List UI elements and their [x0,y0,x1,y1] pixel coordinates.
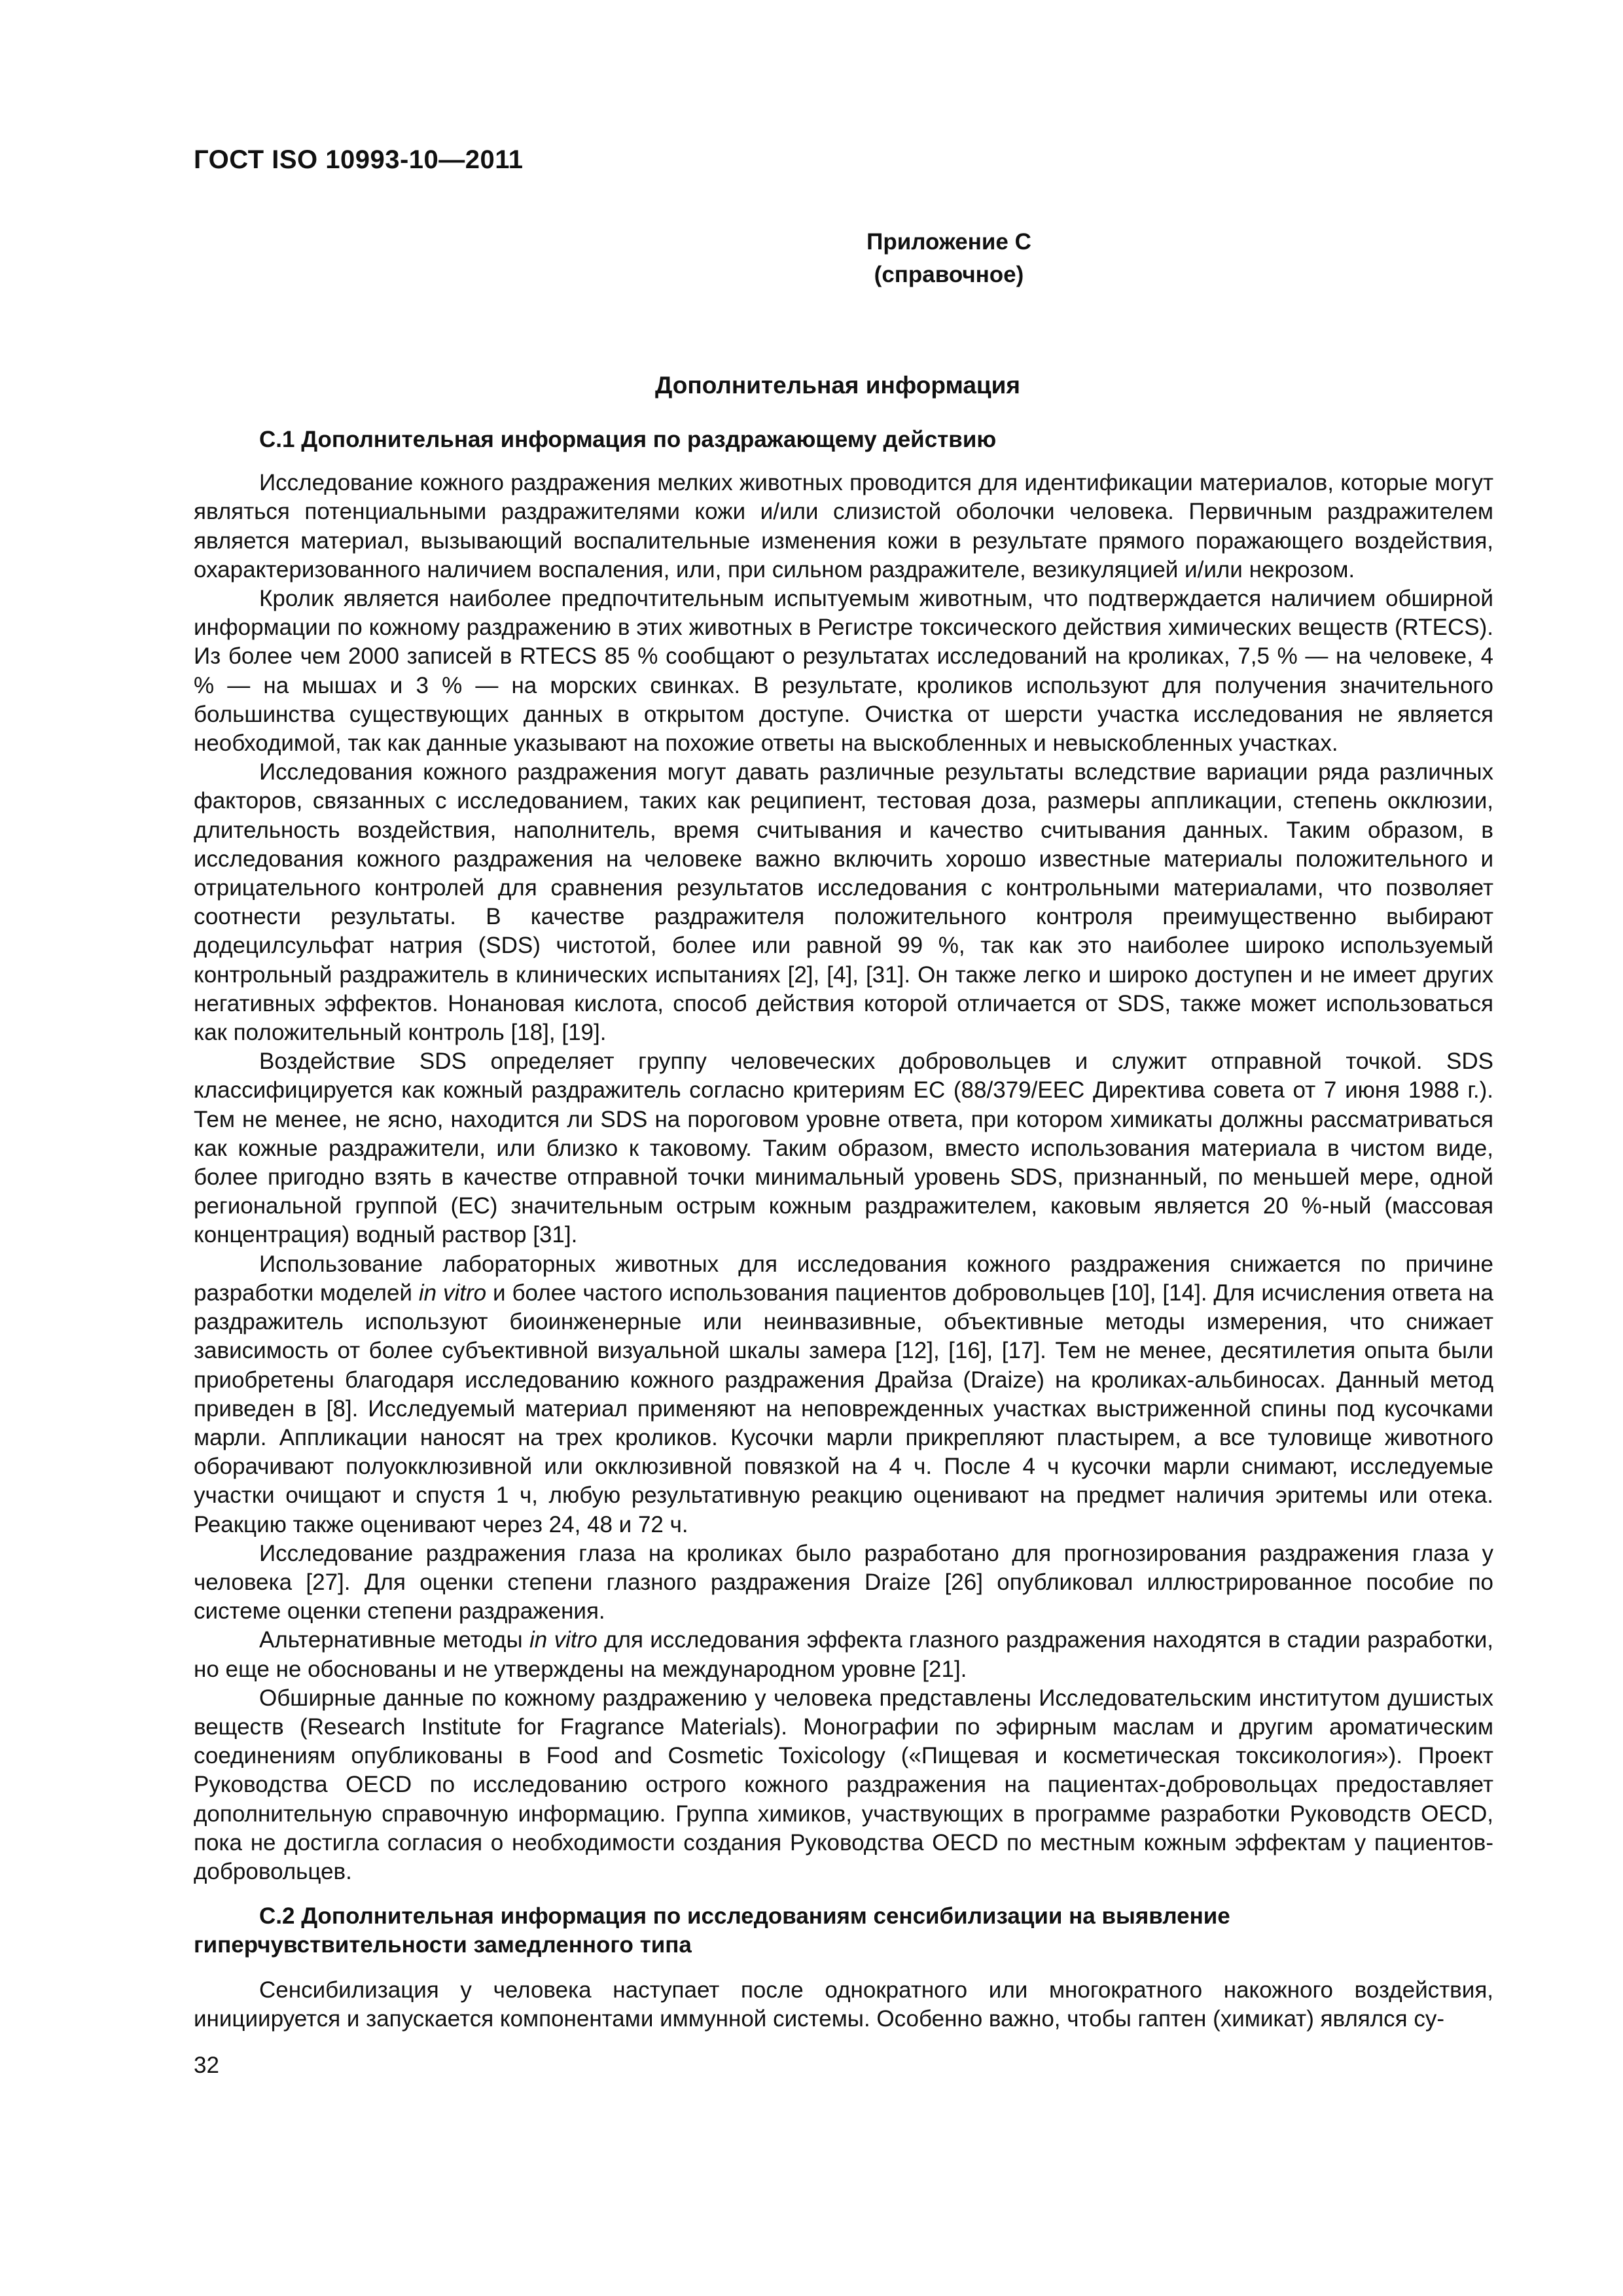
paragraph: Исследование раздражения глаза на кроликах было разработано для прогнозирования раздражения глаза у человека [27]. Для оценки степени глазного раздражения Draize [26] опубликовал иллюстрированное пособие по системе оценки степени раздражения. [194,1540,1493,1624]
section-heading-c1: С.1 Дополнительная информация по раздражающему действию [259,427,997,452]
paragraph: Исследование кожного раздражения мелких животных проводится для идентификации материалов, которые могут являться потенциальными раздражителями кожи и/или слизистой оболочки человека. Первичным раздражителем является материал, вызывающий воспалительные изменения кожи в результате прямого поражающего воздействия, охарактеризованного наличием воспаления, или, при сильном раздражителе, везикуляцией и/или некрозом. [194,470,1493,583]
document-body [194,425,1493,2034]
paragraph: Сенсибилизация у человека наступает после однократного или многократного накожного воздействия, инициируется и запускается компонентами иммунной системы. Особенно важно, чтобы гаптен (химикат) являлся су- [194,1977,1493,2032]
paragraph: Воздействие SDS определяет группу человеческих добровольцев и служит отправной точкой. SDS классифицируется как кожный раздражитель согласно критериям ЕС (88/379/ЕЕС Директива совета от 7 июня 1988 г.). Тем не менее, не ясно, находится ли SDS на пороговом уровне ответа, при котором химикаты должны рассматриваться как кожные раздражители, или близко к таковому. Таким образом, вместо использования материала в чистом виде, более пригодно взять в качестве отправной точки минимальный уровень SDS, признанный, по меньшей мере, одной региональной группой (ЕС) значительным острым кожным раздражителем, каковым является 20 %-ный (массовая концентрация) водный раствор [31]. [194,1049,1493,1248]
annex-label: Приложение С [866,229,1031,255]
paragraph: Кролик является наиболее предпочтительным испытуемым животным, что подтверждается наличием обширной информации по кожному раздражению в этих животных в Регистре токсического действия химических веществ (RTECS). Из более чем 2000 записей в RTECS 85 % сообщают о результатах исследований на кроликах, 7,5 % — на человеке, 4 % — на мышах и 3 % — на морских свинках. В результате, кроликов используют для получения значительного большинства существующих данных в открытом доступе. Очистка от шерсти участка исследования не является необходимой, так как данные указывают на похожие ответы на выскобленных и невыскобленных участках. [194,586,1493,757]
paragraph: Исследования кожного раздражения могут давать различные результаты вследствие вариации ряда различных факторов, связанных с исследованием, таких как реципиент, тестовая доза, размеры аппликации, степень окклюзии, длительность воздействия, наполнитель, время считывания и качество считывания данных. Таким образом, в исследования кожного раздражения на человеке важно включить хорошо известные материалы положительного и отрицательного контролей для сравнения результатов исследования с контрольными материалами, что позволяет соотнести результаты. В качестве раздражителя положительного контроля преимущественно выбирают додецилсульфат натрия (SDS) чистотой, более или равной 99 %, так как это наиболее широко используемый контрольный раздражитель в клинических испытаниях [2], [4], [31]. Он также легко и широко доступен и не имеет других негативных эффектов. Нонановая кислота, способ действия которой отличается от SDS, также может использоваться как положительный контроль [18], [19]. [194,759,1493,1046]
paragraph [194,1626,1493,1683]
text-run: и более частого использования пациентов добровольцев [10], [14]. Для исчисления ответа на раздражитель используют биоинженерные или неинвазивные, объективные методы измерения, что снижает зависимость от более субъективной визуальной шкалы замера [12], [16], [17]. Тем не менее, десятилетия опыта были приобретены благодаря исследованию кожного раздражения Драйза (Draize) на кроликах-альбиносах. Данный метод приведен в [8]. Исследуемый материал применяют на неповрежденных участках выстриженной спины под кусочками марли. Аппликации наносят на трех кроликов. Кусочки марли прикрепляют пластырем, а все туловище животного оборачивают полуокклюзивной или окклюзивной повязкой на 4 ч. После 4 ч кусочки марли снимают, исследуемые участки очищают и спустя 1 ч, любую результативную реакцию оценивают на предмет наличия эритемы или отека. Реакцию также оценивают через 24, 48 и 72 ч. [194,1280,1493,1537]
text-run: Альтернативные методы [259,1627,530,1653]
paragraph: Обширные данные по кожному раздражению у человека представлены Исследовательским институтом душистых веществ (Research Institute for Fragrance Materials). Монографии по эфирным маслам и другим ароматическим соединениям опубликованы в Food and Cosmetic Toxicology («Пищевая и косметическая токсикология»). Проект Руководства OECD по исследованию острого кожного раздражения на пациентах-добровольцах предоставляет дополнительную справочную информацию. Группа химиков, участвующих в программе разработки Руководств OECD, пока не достигла согласия о необходимости создания Руководства OECD по местным кожным эффектам у пациентов-добровольцев. [194,1685,1493,1884]
annex-heading [654,226,1243,291]
page-title: Дополнительная информация [654,372,1021,399]
paragraph [194,1250,1493,1539]
section-heading-c2: С.2 Дополнительная информация по исследованиям сенсибилизации на выявление гиперчувствительности замедленного типа [194,1903,1230,1958]
text-run: для исследования эффекта глазного раздражения находятся в стадии разработки, но еще не обоснованы и не утверждены на международном уровне [21]. [194,1627,1493,1682]
text-run: Использование лабораторных животных для исследования кожного раздражения снижается по причине разработки моделей [194,1251,1493,1306]
document-code: ГОСТ ISO 10993-10—2011 [194,145,524,174]
italic-term: in vitro [418,1280,487,1306]
page-number: 32 [194,2053,219,2078]
annex-kind: (справочное) [874,262,1024,287]
italic-term: in vitro [529,1627,597,1653]
